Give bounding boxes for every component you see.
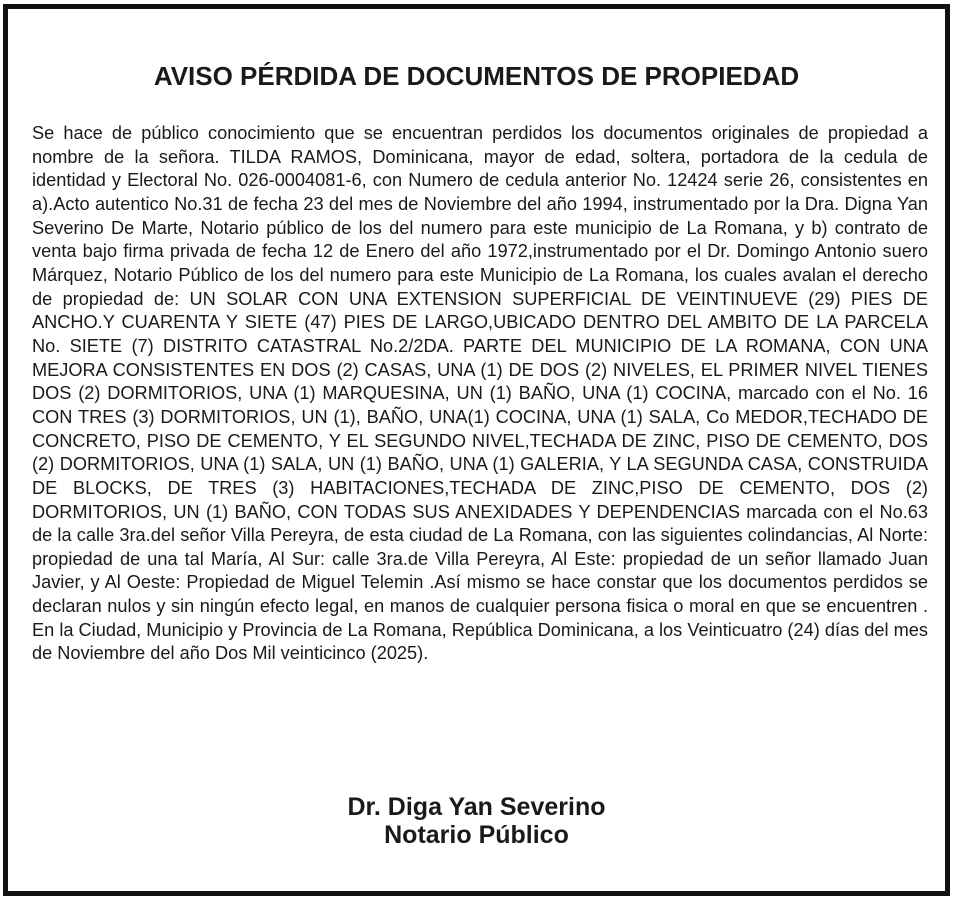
notice-frame [3, 4, 950, 896]
notice-body: Se hace de público conocimiento que se encuentran perdidos los documentos originales de propiedad a nombre de la señora. TILDA RAMOS, Dominicana, mayor de edad, soltera, portadora de la cedula de identidad y Electoral No. 026-0004081-6, con Numero de cedula anterior No. 12424 serie 26, consistentes en a).Acto autentico No.31 de fecha 23 del mes de Noviembre del año 1994, instrumentado por la Dra. Digna Yan Severino De Marte, Notario público de los del numero para este municipio de La Romana, y b) contrato de venta bajo firma privada de fecha 12 de Enero del año 1972,instrumentado por el Dr. Domingo Antonio suero Márquez, Notario Público de los del numero para este Municipio de La Romana, los cuales avalan el derecho de propiedad de: UN SOLAR CON UNA EXTENSION SUPERFICIAL DE VEINTINUEVE (29) PIES DE ANCHO.Y CUARENTA Y SIETE (47) PIES DE LARGO,UBICADO DENTRO DEL AMBITO DE LA PARCELA No. SIETE (7) DISTRITO CATASTRAL No.2/2DA. PARTE DEL MUNICIPIO DE LA ROMANA, CON UNA MEJORA CONSISTENTES EN DOS (2) CASAS, UNA (1) DE DOS (2) NIVELES, EL PRIMER NIVEL TIENES DOS (2) DORMITORIOS, UNA (1) MARQUESINA, UN (1) BAÑO, UNA (1) COCINA, marcado con el No. 16 CON TRES (3) DORMITORIOS, UN (1), BAÑO, UNA(1) COCINA, UNA (1) SALA, Co MEDOR,TECHADO DE CONCRETO, PISO DE CEMENTO, Y EL SEGUNDO NIVEL,TECHADA DE ZINC, PISO DE CEMENTO, DOS (2) DORMITORIOS, UNA (1) SALA, UN (1) BAÑO, UNA (1) GALERIA, Y LA SEGUNDA CASA, CONSTRUIDA DE BLOCKS, DE TRES (3) HABITACIONES,TECHADA DE ZINC,PISO DE CEMENTO, DOS (2) DORMITORIOS, UN (1) BAÑO, CON TODAS SUS ANEXIDADES Y DEPENDENCIAS marcada con el No.63 de la calle 3ra.del señor Villa Pereyra, de esta ciudad de La Romana, con las siguientes colindancias, Al Norte: propiedad de una tal María, Al Sur: calle 3ra.de Villa Pereyra, Al Este: propiedad de un señor llamado Juan Javier, y Al Oeste: Propiedad de Miguel Telemin .Así mismo se hace constar que los documentos perdidos se declaran nulos y sin ningún efecto legal, en manos de cualquier persona fisica o moral en que se encuentren . En la Ciudad, Municipio y Provincia de La Romana, República Dominicana, a los Veinticuatro (24) días del mes de Noviembre del año Dos Mil veinticinco (2025). [32, 123, 928, 664]
signature-role: Notario Público [384, 821, 569, 849]
notice-title: AVISO PÉRDIDA DE DOCUMENTOS DE PROPIEDAD [153, 61, 800, 91]
signature-name: Dr. Diga Yan Severino [347, 793, 606, 821]
signature-block [8, 793, 945, 849]
